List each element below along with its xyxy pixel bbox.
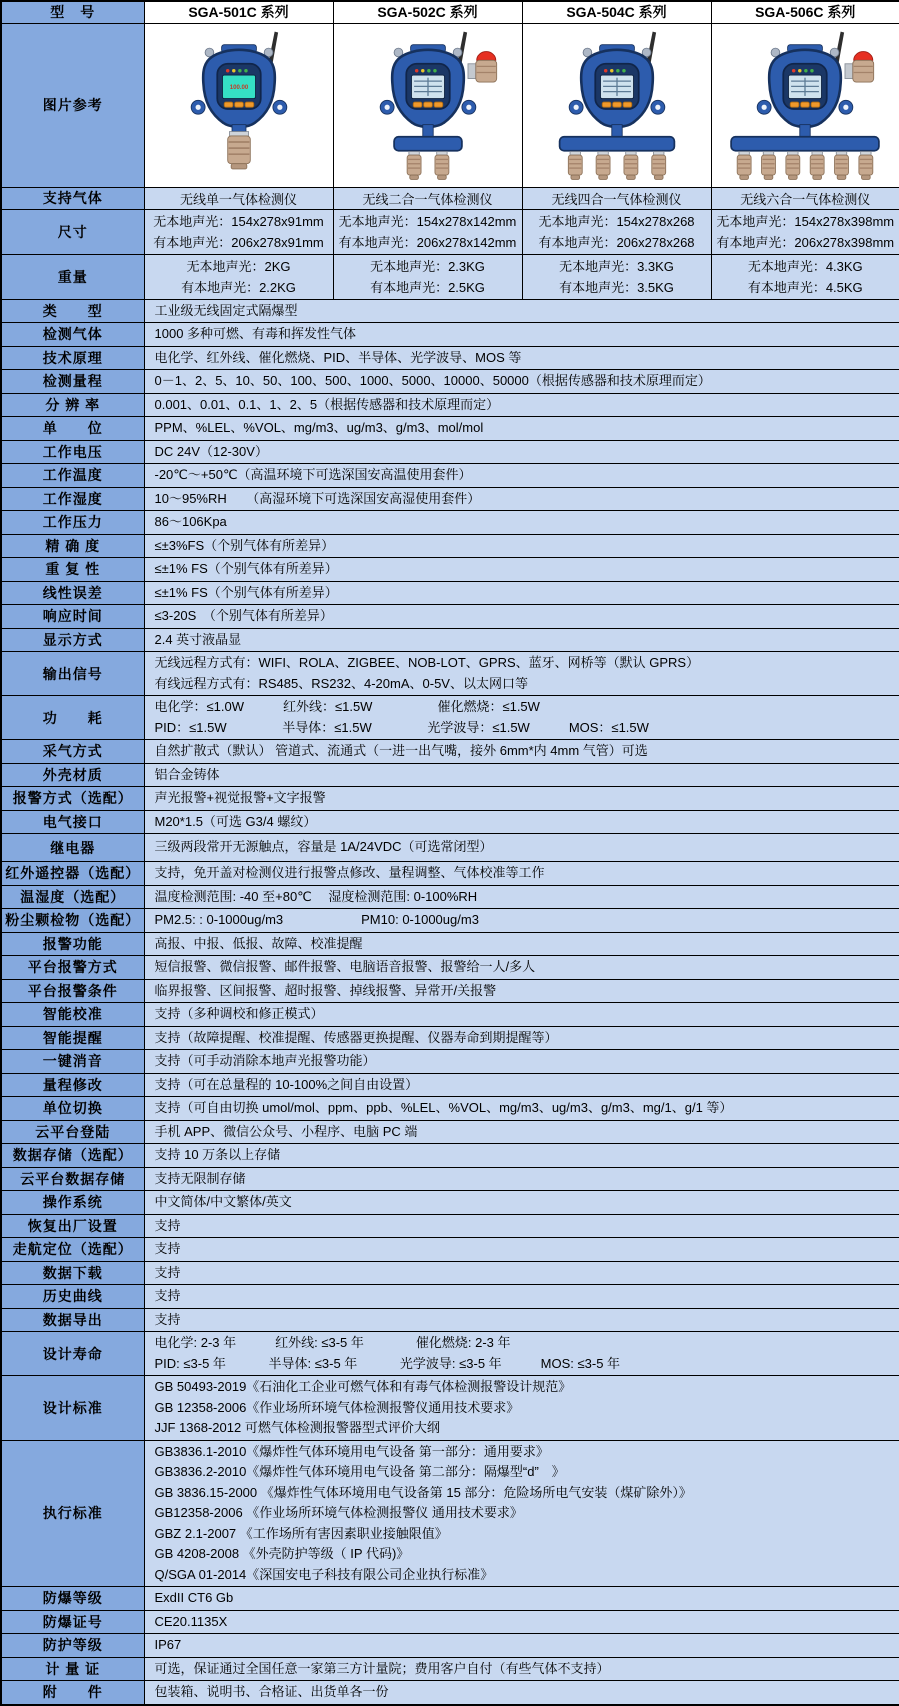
spec-value-line: GB 3836.15-2000 《爆炸性气体环境用电气设备第 15 部分：危险场所电气安装（煤矿除外）》 <box>154 1484 692 1500</box>
spec-value-line: 电化学: 2-3 年 红外线: ≤3-5 年 催化燃烧: 2-3 年 <box>154 1335 511 1350</box>
spec-value-line: 支持 <box>154 1217 181 1233</box>
gas-row-label: 支持气体 <box>1 187 144 209</box>
spec-row-value <box>144 464 899 488</box>
spec-row-value <box>144 1144 899 1168</box>
spec-row-label: 执行标准 <box>1 1440 144 1587</box>
spec-row-label: 类 型 <box>1 299 144 323</box>
spec-row-value <box>144 1657 899 1681</box>
spec-value-line: 短信报警、微信报警、邮件报警、电脑语音报警、报警给一人/多人 <box>154 959 536 974</box>
sensor-head <box>568 151 582 179</box>
size-value <box>711 209 899 254</box>
spec-row-label: 电气接口 <box>1 810 144 834</box>
spec-row-label: 检测气体 <box>1 323 144 347</box>
weight-row-label: 重量 <box>1 254 144 299</box>
spec-row-label: 精 确 度 <box>1 534 144 558</box>
sensor-head <box>651 151 665 179</box>
spec-value-line: 10～95%RH （高湿环境下可选深国安高湿使用套件） <box>154 490 481 506</box>
sga-504c-device <box>528 29 706 182</box>
spec-value-line: 高报、中报、低报、故障、校准提醒 <box>154 935 363 951</box>
spec-row-value <box>144 909 899 933</box>
spec-row-label: 工作电压 <box>1 440 144 464</box>
spec-value-line: 支持，免开盖对检测仪进行报警点修改、量程调整、气体校准等工作 <box>154 865 545 880</box>
spec-value-line: 临界报警、区间报警、超时报警、掉线报警、异常开/关报警 <box>154 982 497 998</box>
spec-row-value <box>144 487 899 511</box>
spec-row <box>1 1050 899 1074</box>
spec-value-line: GB3836.1-2010《爆炸性气体环境用电气设备 第一部分：通用要求》 <box>154 1443 549 1459</box>
gas-value: 无线四合一气体检测仪 <box>522 187 711 209</box>
spec-row <box>1 370 899 394</box>
size-line: 有本地声光：206x278x268 <box>538 234 695 250</box>
spec-row-label: 平台报警方式 <box>1 956 144 980</box>
spec-row-label: 继电器 <box>1 834 144 862</box>
spec-row <box>1 534 899 558</box>
weight-line: 有本地声光：3.5KG <box>559 279 674 295</box>
spec-row-label: 智能校准 <box>1 1003 144 1027</box>
gas-value: 无线二合一气体检测仪 <box>333 187 522 209</box>
spec-row-label: 重 复 性 <box>1 558 144 582</box>
spec-row <box>1 464 899 488</box>
sensor-head <box>407 151 421 179</box>
spec-value-line: ≤±1% FS（个别气体有所差异） <box>154 584 338 600</box>
spec-row <box>1 346 899 370</box>
size-line: 有本地声光：206x278x398mm <box>716 234 895 250</box>
spec-row <box>1 1681 899 1705</box>
weight-line: 有本地声光：4.5KG <box>747 279 863 295</box>
spec-value-line: DC 24V（12-30V） <box>154 443 268 459</box>
spec-value-line: 1000 多种可燃、有毒和挥发性气体 <box>154 326 357 341</box>
spec-value-line: IP67 <box>154 1637 182 1652</box>
spec-value-line: PPM、%LEL、%VOL、mg/m3、ug/m3、g/m3、mol/mol <box>154 420 484 435</box>
spec-row <box>1 885 899 909</box>
spec-row-value <box>144 834 899 862</box>
spec-row <box>1 1587 899 1611</box>
size-line: 无本地声光：154x278x142mm <box>338 213 517 229</box>
spec-value-line: PID：≤1.5W 半导体：≤1.5W 光学波导：≤1.5W MOS：≤1.5W <box>154 719 649 735</box>
spec-row-value <box>144 1610 899 1634</box>
spec-value-line: 无线远程方式有：WIFI、ROLA、ZIGBEE、NOB-LOT、GPRS、蓝牙、网桥等（默认 GPRS） <box>154 655 700 670</box>
spec-row-label: 数据存储（选配） <box>1 1144 144 1168</box>
spec-value-line: 支持（可自由切换 umol/mol、ppm、ppb、%LEL、%VOL、mg/m3、ug/m3、g/m3、mg/1、g/1 等） <box>154 1100 733 1115</box>
spec-row-label: 报警方式（选配） <box>1 787 144 811</box>
spec-value-line: 中文简体/中文繁体/英文 <box>154 1194 292 1209</box>
spec-row-label: 数据导出 <box>1 1308 144 1332</box>
spec-row <box>1 956 899 980</box>
spec-row-value <box>144 581 899 605</box>
device-image-cell-3 <box>711 23 899 187</box>
spec-value-line: 支持（可在总量程的 10-100%之间自由设置） <box>154 1076 419 1092</box>
spec-row <box>1 1376 899 1441</box>
spec-row-label: 线性误差 <box>1 581 144 605</box>
spec-value-line: ≤±3%FS（个别气体有所差异） <box>154 537 335 553</box>
gas-value: 无线六合一气体检测仪 <box>711 187 899 209</box>
spec-row-label: 分 辨 率 <box>1 393 144 417</box>
size-row <box>1 209 899 254</box>
svg-text:100.00: 100.00 <box>229 83 248 91</box>
spec-row-value <box>144 1214 899 1238</box>
spec-value-line: 工业级无线固定式隔爆型 <box>154 302 298 318</box>
sensor-head <box>623 151 637 179</box>
spec-row-value <box>144 1332 899 1376</box>
model-row-label: 型 号 <box>1 1 144 23</box>
spec-row-value <box>144 1261 899 1285</box>
size-value <box>522 209 711 254</box>
sensor-head <box>434 151 448 179</box>
spec-row-label: 外壳材质 <box>1 763 144 787</box>
weight-line: 无本地声光：2KG <box>186 258 291 274</box>
spec-value-line: ≤±1% FS（个别气体有所差异） <box>154 561 338 576</box>
spec-row <box>1 1120 899 1144</box>
sensor-head <box>859 151 873 179</box>
spec-value-line: 自然扩散式（默认） 管道式、流通式（一进一出气嘴，接外 6mm*内 4mm 气管）可选 <box>154 743 648 758</box>
size-line: 有本地声光：206x278x142mm <box>338 234 517 250</box>
spec-value-line: ≤3-20S （个别气体有所差异） <box>154 608 333 623</box>
size-line: 无本地声光：154x278x91mm <box>153 213 324 229</box>
spec-row <box>1 417 899 441</box>
spec-row-value <box>144 1026 899 1050</box>
spec-value-line: ExdII CT6 Gb <box>154 1590 234 1605</box>
spec-row <box>1 1097 899 1121</box>
spec-row-label: 单位切换 <box>1 1097 144 1121</box>
spec-row-value <box>144 1634 899 1658</box>
spec-row-value <box>144 1308 899 1332</box>
spec-value-line: 支持（多种调校和修正模式） <box>154 1006 324 1021</box>
spec-value-line: GB 50493-2019《石油化工企业可燃气体和有毒气体检测报警设计规范》 <box>154 1379 572 1394</box>
spec-row-value <box>144 299 899 323</box>
size-value <box>144 209 333 254</box>
spec-row <box>1 1214 899 1238</box>
spec-row <box>1 909 899 933</box>
spec-row <box>1 740 899 764</box>
spec-row <box>1 1261 899 1285</box>
spec-row <box>1 979 899 1003</box>
spec-value-line: GB12358-2006 《作业场所环境气体检测报警仪 通用技术要求》 <box>154 1505 523 1520</box>
spec-row <box>1 1440 899 1587</box>
weight-line: 有本地声光：2.2KG <box>181 279 296 295</box>
sensor-head <box>737 151 751 179</box>
spec-value-line: 支持 <box>154 1311 181 1327</box>
spec-row <box>1 299 899 323</box>
spec-row-value <box>144 932 899 956</box>
spec-row <box>1 810 899 834</box>
spec-row-label: 红外遥控器（选配） <box>1 862 144 886</box>
spec-row-value <box>144 885 899 909</box>
spec-row <box>1 628 899 652</box>
spec-row <box>1 323 899 347</box>
spec-row-value <box>144 440 899 464</box>
spec-row-label: 工作湿度 <box>1 487 144 511</box>
spec-row <box>1 696 899 740</box>
spec-row-value <box>144 1073 899 1097</box>
spec-row-value <box>144 628 899 652</box>
spec-row <box>1 862 899 886</box>
spec-value-line: 包装箱、说明书、合格证、出货单各一份 <box>154 1684 389 1699</box>
gas-row <box>1 187 899 209</box>
weight-line: 无本地声光：2.3KG <box>370 258 485 274</box>
spec-row-label: 云平台登陆 <box>1 1120 144 1144</box>
spec-value-line: 支持（故障提醒、校准提醒、传感器更换提醒、仪器寿命到期提醒等） <box>154 1029 558 1045</box>
size-line: 无本地声光：154x278x268 <box>538 213 695 229</box>
sensor-head <box>596 151 610 179</box>
spec-row-value <box>144 740 899 764</box>
spec-row-label: 技术原理 <box>1 346 144 370</box>
alarm-beacon <box>467 51 496 81</box>
sensor-head <box>835 151 849 179</box>
spec-row-value <box>144 763 899 787</box>
spec-row <box>1 1308 899 1332</box>
alarm-beacon <box>845 51 874 81</box>
spec-value-line: 铝合金铸体 <box>154 766 220 782</box>
sensor-head <box>786 151 800 179</box>
weight-line: 有本地声光：2.5KG <box>370 279 485 295</box>
spec-row-value <box>144 1167 899 1191</box>
spec-value-line: 支持 <box>154 1288 181 1303</box>
spec-value-line: 2.4 英寸液晶显 <box>154 631 242 647</box>
sga-502c-device <box>339 29 517 182</box>
spec-value-line: 支持 <box>154 1264 181 1280</box>
spec-value-line: CE20.1135X <box>154 1613 228 1629</box>
spec-value-line: GB3836.2-2010《爆炸性气体环境用电气设备 第二部分：隔爆型“d” 》 <box>154 1464 565 1479</box>
spec-row <box>1 605 899 629</box>
spec-row-label: 云平台数据存储 <box>1 1167 144 1191</box>
spec-row-value <box>144 558 899 582</box>
image-row <box>1 23 899 187</box>
spec-row <box>1 1285 899 1309</box>
weight-value <box>711 254 899 299</box>
spec-row-value <box>144 1191 899 1215</box>
spec-row <box>1 1144 899 1168</box>
spec-row-label: 单 位 <box>1 417 144 441</box>
spec-row-label: 智能提醒 <box>1 1026 144 1050</box>
spec-value-line: 温度检测范围: -40 至+80℃ 湿度检测范围: 0-100%RH <box>154 888 478 904</box>
spec-row-label: 工作压力 <box>1 511 144 535</box>
spec-row-label: 走航定位（选配） <box>1 1238 144 1262</box>
spec-row-label: 采气方式 <box>1 740 144 764</box>
spec-row-value <box>144 1097 899 1121</box>
spec-row-label: 计 量 证 <box>1 1657 144 1681</box>
spec-row-label: 历史曲线 <box>1 1285 144 1309</box>
spec-value-line: 0－1、2、5、10、50、100、500、1000、5000、10000、50000（根据传感器和技术原理而定） <box>154 373 711 388</box>
spec-value-line: PM2.5: : 0-1000ug/m3 PM10: 0-1000ug/m3 <box>154 912 479 927</box>
manifold <box>559 136 674 150</box>
weight-line: 无本地声光：3.3KG <box>559 258 674 274</box>
spec-value-line: 有线远程方式有：RS485、RS232、4-20mA、0-5V、以太网口等 <box>154 675 528 691</box>
gas-value: 无线单一气体检测仪 <box>144 187 333 209</box>
spec-value-line: 手机 APP、微信公众号、小程序、电脑 PC 端 <box>154 1123 418 1139</box>
spec-row <box>1 1167 899 1191</box>
spec-row <box>1 787 899 811</box>
spec-row <box>1 511 899 535</box>
size-row-label: 尺寸 <box>1 209 144 254</box>
spec-value-line: GB 12358-2006《作业场所环境气体检测报警仪通用技术要求》 <box>154 1399 520 1415</box>
spec-row-value <box>144 323 899 347</box>
weight-value <box>144 254 333 299</box>
spec-value-line: 可选，保证通过全国任意一家第三方计量院；费用客户自付（有些气体不支持） <box>154 1660 610 1676</box>
spec-value-line: 三级两段常开无源触点，容量是 1A/24VDC（可选常闭型） <box>154 839 493 855</box>
spec-row-label: 防爆证号 <box>1 1610 144 1634</box>
spec-row <box>1 393 899 417</box>
spec-row <box>1 1003 899 1027</box>
sensor-head <box>810 151 824 179</box>
spec-value-line: 0.001、0.01、0.1、1、2、5（根据传感器和技术原理而定） <box>154 396 500 412</box>
spec-row-label: 恢复出厂设置 <box>1 1214 144 1238</box>
weight-value <box>522 254 711 299</box>
spec-row <box>1 652 899 696</box>
spec-value-line: Q/SGA 01-2014《深国安电子科技有限公司企业执行标准》 <box>154 1566 494 1582</box>
spec-row-label: 显示方式 <box>1 628 144 652</box>
spec-value-line: 支持无限制存储 <box>154 1170 246 1186</box>
spec-value-line: JJF 1368-2012 可燃气体检测报警器型式评价大纲 <box>154 1420 440 1435</box>
spec-row <box>1 932 899 956</box>
weight-row <box>1 254 899 299</box>
spec-row <box>1 1610 899 1634</box>
spec-value-line: 支持（可手动消除本地声光报警功能） <box>154 1053 376 1068</box>
spec-row <box>1 1073 899 1097</box>
spec-row <box>1 1191 899 1215</box>
spec-row-value <box>144 862 899 886</box>
device-image-cell-2 <box>522 23 711 187</box>
spec-row-value <box>144 511 899 535</box>
spec-row-value <box>144 1376 899 1441</box>
spec-row-label: 操作系统 <box>1 1191 144 1215</box>
spec-row-value <box>144 346 899 370</box>
spec-row-value <box>144 1120 899 1144</box>
spec-row-label: 输出信号 <box>1 652 144 696</box>
spec-value-line: 支持 <box>154 1241 181 1256</box>
spec-row <box>1 1657 899 1681</box>
model-sga-506c: SGA-506C 系列 <box>711 1 899 23</box>
spec-value-line: 86～106Kpa <box>154 514 227 529</box>
manifold <box>394 136 462 150</box>
spec-row <box>1 1634 899 1658</box>
model-sga-502c: SGA-502C 系列 <box>333 1 522 23</box>
spec-row-label: 响应时间 <box>1 605 144 629</box>
spec-row-value <box>144 1050 899 1074</box>
sensor-head <box>762 151 776 179</box>
spec-value-line: 电化学、红外线、催化燃烧、PID、半导体、光学波导、MOS 等 <box>154 349 522 365</box>
sga-506c-device <box>716 29 894 182</box>
spec-row-label: 粉尘颗检物（选配） <box>1 909 144 933</box>
spec-row-value <box>144 1440 899 1587</box>
spec-row-value <box>144 787 899 811</box>
spec-row-value <box>144 1681 899 1705</box>
weight-value <box>333 254 522 299</box>
spec-row-label: 温湿度（选配） <box>1 885 144 909</box>
spec-row-value <box>144 605 899 629</box>
model-sga-504c: SGA-504C 系列 <box>522 1 711 23</box>
spec-row-label: 防护等级 <box>1 1634 144 1658</box>
spec-row-label: 数据下载 <box>1 1261 144 1285</box>
spec-value-line: PID: ≤3-5 年 半导体: ≤3-5 年 光学波导: ≤3-5 年 MOS: ≤3-5 年 <box>154 1355 621 1371</box>
spec-row-label: 一键消音 <box>1 1050 144 1074</box>
spec-row-value <box>144 393 899 417</box>
model-row <box>1 1 899 23</box>
size-line: 有本地声光：206x278x91mm <box>153 234 324 250</box>
spec-row <box>1 1332 899 1376</box>
spec-value-line: 支持 10 万条以上存储 <box>154 1147 281 1162</box>
spec-row <box>1 763 899 787</box>
spec-value-line: 电化学：≤1.0W 红外线：≤1.5W 催化燃烧：≤1.5W <box>154 699 540 714</box>
spec-row-value <box>144 1587 899 1611</box>
spec-row-label: 附 件 <box>1 1681 144 1705</box>
device-image-cell-1 <box>333 23 522 187</box>
spec-row-label: 检测量程 <box>1 370 144 394</box>
image-row-label: 图片参考 <box>1 23 144 187</box>
spec-row <box>1 558 899 582</box>
spec-row <box>1 834 899 862</box>
spec-row-label: 功 耗 <box>1 696 144 740</box>
weight-line: 无本地声光：4.3KG <box>747 258 863 274</box>
spec-value-line: M20*1.5（可选 G3/4 螺纹） <box>154 813 317 829</box>
spec-value-line: -20℃～+50℃（高温环境下可选深国安高温使用套件） <box>154 467 472 482</box>
spec-row-value <box>144 1238 899 1262</box>
spec-row-value <box>144 810 899 834</box>
spec-row-label: 防爆等级 <box>1 1587 144 1611</box>
spec-row <box>1 1238 899 1262</box>
spec-value-line: GBZ 2.1-2007 《工作场所有害因素职业接触限值》 <box>154 1525 448 1541</box>
spec-row-value <box>144 370 899 394</box>
spec-row-label: 报警功能 <box>1 932 144 956</box>
spec-row-value <box>144 1003 899 1027</box>
spec-row-value <box>144 652 899 696</box>
manifold <box>731 136 879 150</box>
spec-row <box>1 581 899 605</box>
spec-row-label: 量程修改 <box>1 1073 144 1097</box>
spec-row-label: 工作温度 <box>1 464 144 488</box>
spec-row-label: 设计寿命 <box>1 1332 144 1376</box>
size-line: 无本地声光：154x278x398mm <box>716 213 895 229</box>
spec-row-value <box>144 979 899 1003</box>
model-sga-501c: SGA-501C 系列 <box>144 1 333 23</box>
spec-value-line: 声光报警+视觉报警+文字报警 <box>154 790 326 805</box>
spec-row-label: 设计标准 <box>1 1376 144 1441</box>
spec-row <box>1 487 899 511</box>
spec-row <box>1 440 899 464</box>
spec-row-value <box>144 534 899 558</box>
size-value <box>333 209 522 254</box>
device-image-cell-0 <box>144 23 333 187</box>
spec-row-value <box>144 956 899 980</box>
spec-row <box>1 1026 899 1050</box>
spec-row-value <box>144 1285 899 1309</box>
sga-501c-device <box>150 29 328 182</box>
spec-value-line: GB 4208-2008 《外壳防护等级（ IP 代码)》 <box>154 1546 410 1561</box>
spec-row-value <box>144 417 899 441</box>
spec-row-value <box>144 696 899 740</box>
spec-row-label: 平台报警条件 <box>1 979 144 1003</box>
